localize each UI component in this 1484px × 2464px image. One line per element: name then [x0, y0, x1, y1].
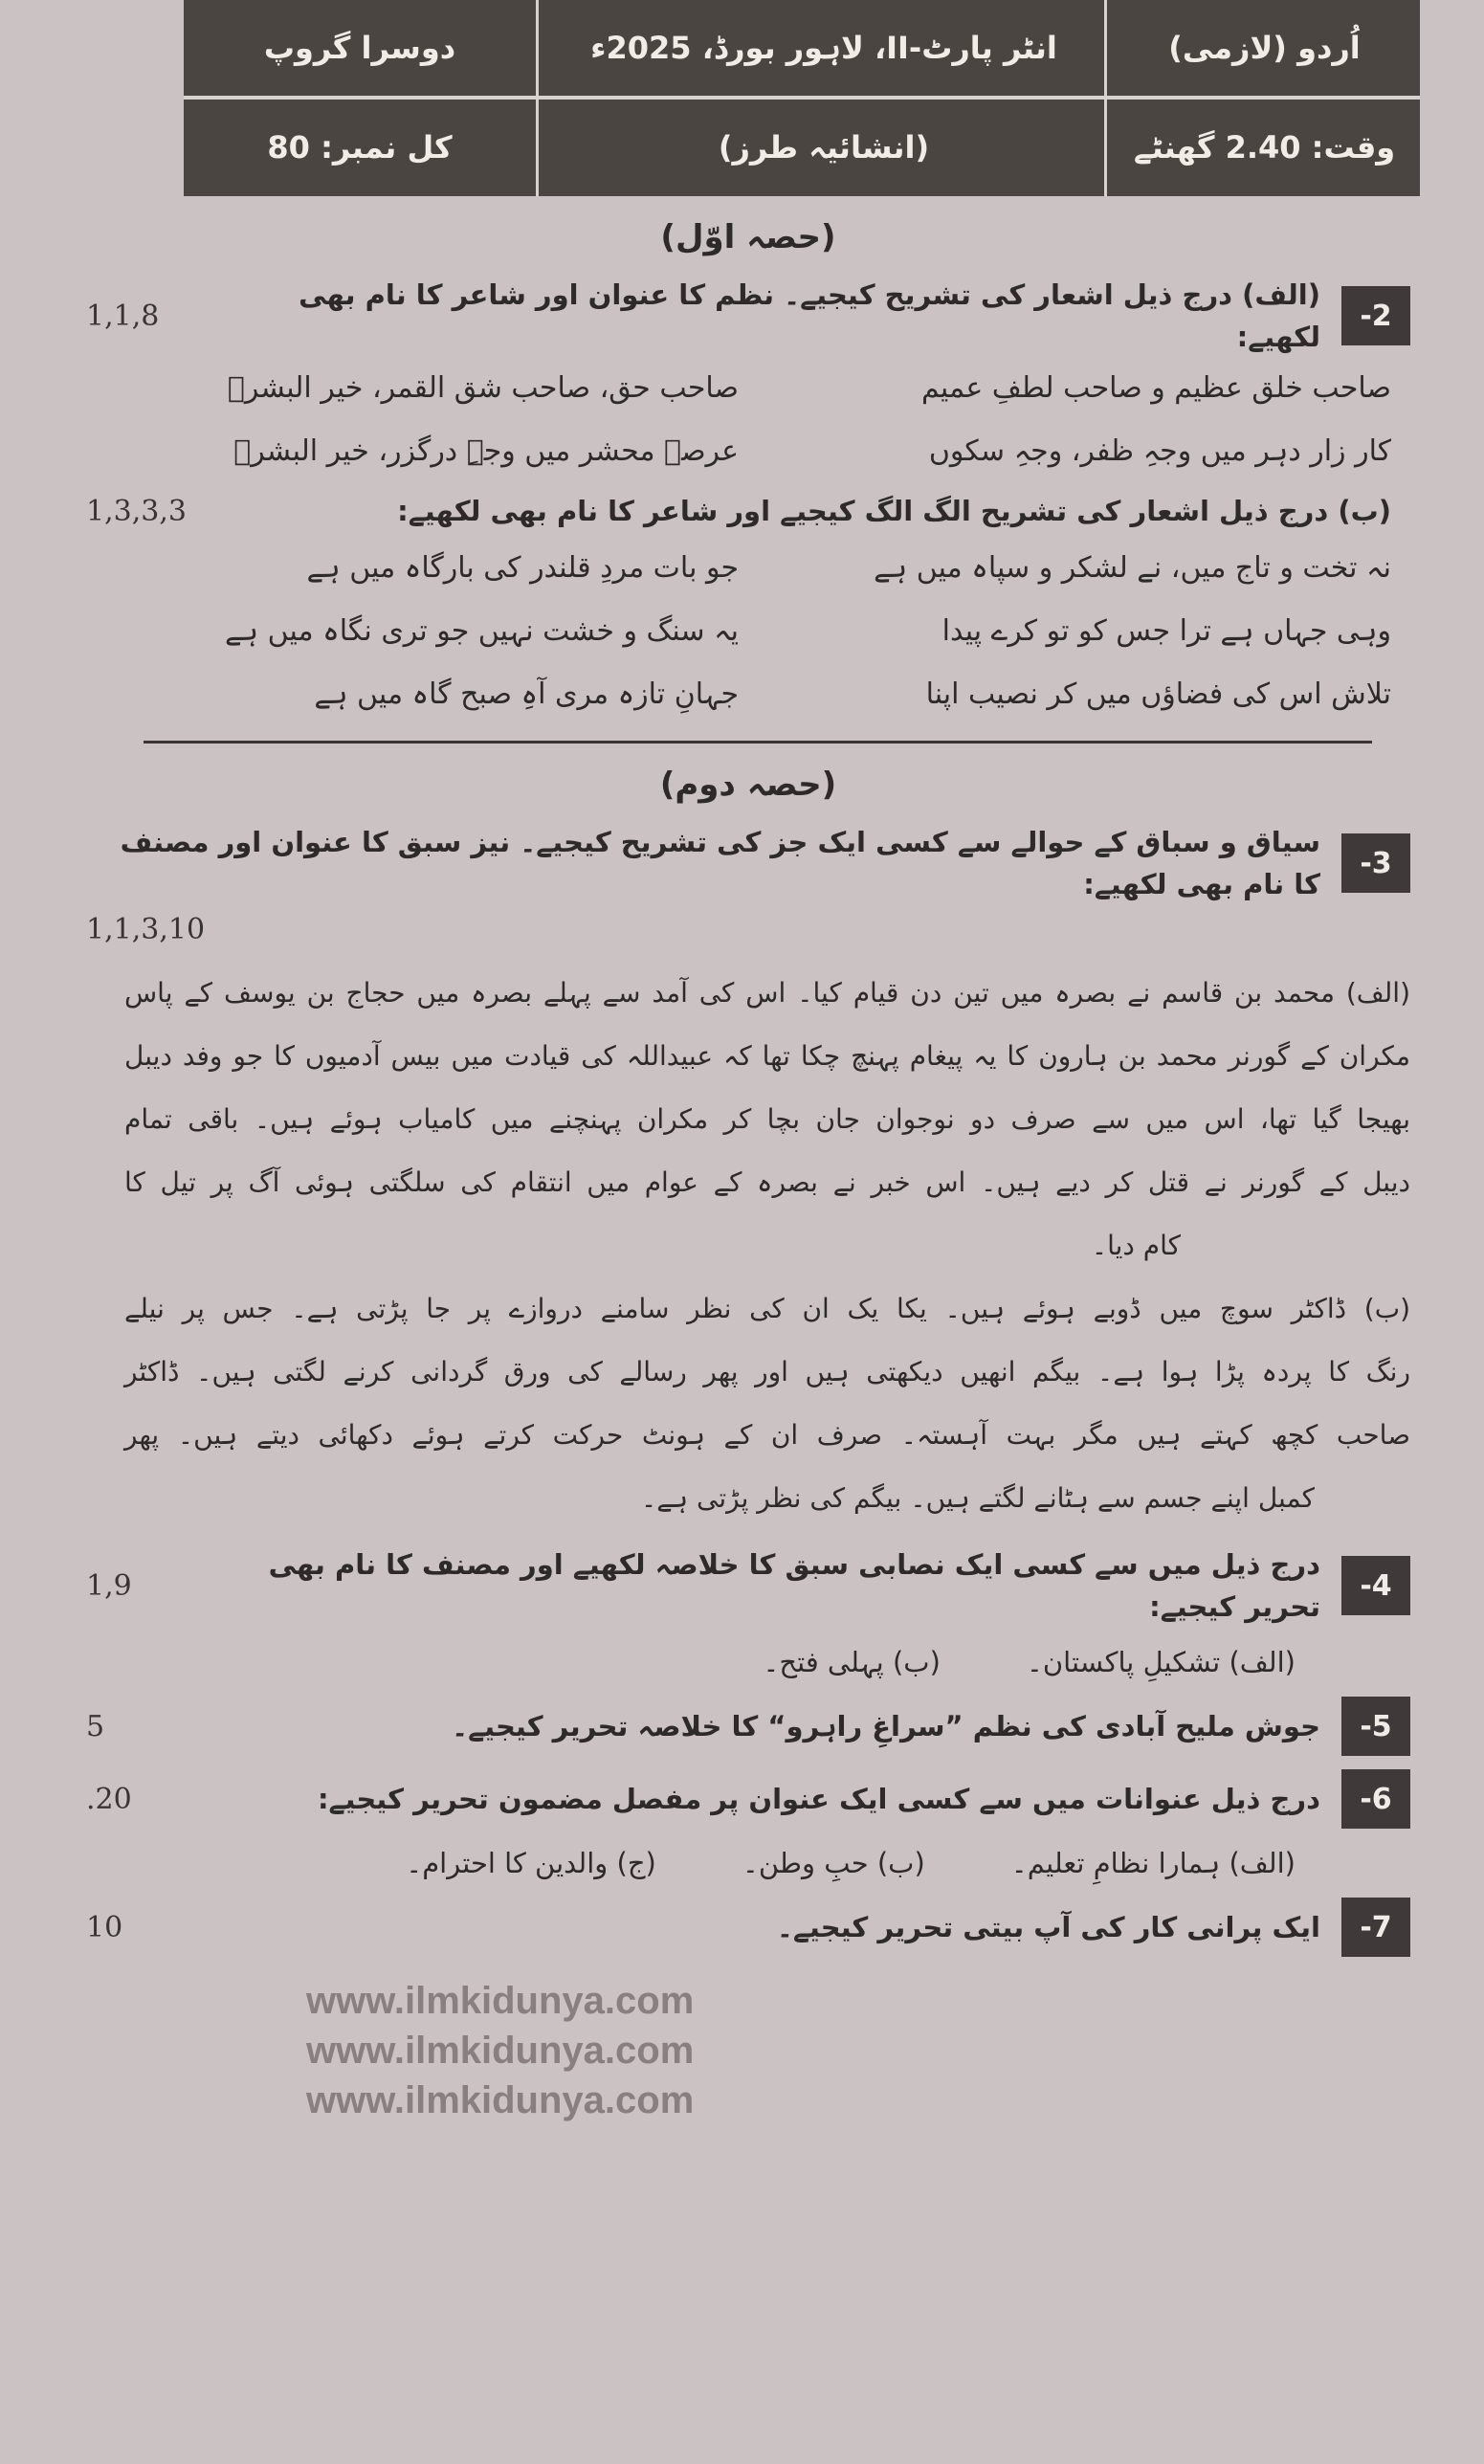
question-7: [86, 1898, 1410, 1957]
q2a-instruction: (الف) درج ذیل اشعار کی تشریح کیجیے۔ نظم کا عنوان اور شاعر کا نام بھی لکھیے:: [299, 278, 1320, 353]
question-2-number: -2: [1341, 286, 1410, 345]
q3a-paragraph-line: مکران کے گورنر محمد بن ہارون کا یہ پیغام پہنچ چکا تھا کہ عبیداللہ کی قیادت میں بیس آدمیوں کا جو وفد دیبل: [124, 1040, 1410, 1072]
watermarks: [86, 1976, 1410, 2125]
question-6: [86, 1769, 1410, 1829]
q3b-paragraph: [86, 1277, 1410, 1530]
verse-line: جو بات مردِ قلندر کی بارگاہ میں ہے: [306, 551, 739, 585]
verse-line: صاحب خلق عظیم و صاحب لطفِ عمیم: [920, 371, 1391, 405]
question-3-number: -3: [1341, 833, 1410, 893]
exam-header-table: [184, 0, 1420, 196]
q7-marks: 10: [86, 1910, 123, 1944]
question-3: [86, 821, 1410, 905]
q6-marks: .20: [86, 1782, 132, 1816]
exam-title: انٹر پارٹ-II، لاہور بورڈ، 2025ء: [590, 30, 1057, 66]
verse-line: کار زار دہر میں وجہِ ظفر، وجہِ سکوں: [928, 434, 1391, 468]
subject-label: اُردو (لازمی): [1168, 30, 1361, 66]
total-marks-label: کل نمبر: 80: [267, 129, 453, 166]
q7-instruction: ایک پرانی کار کی آپ بیتی تحریر کیجیے۔: [776, 1911, 1320, 1943]
q3a-paragraph-line: بھیجا گیا تھا، اس میں سے صرف دو نوجوان جان بچا کر مکران پہنچنے میں کامیاب ہوئے ہیں۔ باقی تمام: [124, 1103, 1410, 1135]
verse-line: تلاش اس کی فضاؤں میں کر نصیب اپنا: [925, 677, 1391, 711]
group-label: دوسرا گروپ: [263, 30, 456, 66]
q3a-paragraph: [86, 946, 1410, 1277]
q2a-verses: [86, 358, 1410, 473]
watermark: www.ilmkidunya.com: [306, 1980, 695, 2022]
q3b-paragraph-line: رنگ کا پردہ پڑا ہوا ہے۔ بیگم انھیں دیکھتی ہیں اور پھر رسالے کی ورق گردانی کرنے لگتی ہیں۔ ڈاکٹر: [124, 1356, 1410, 1387]
part1-title: (حصہ اوّل): [660, 218, 836, 256]
q2a-marks: 1,1,8: [86, 299, 160, 333]
verse-line: نہ تخت و تاج میں، نے لشکر و سپاہ میں ہے: [874, 551, 1391, 585]
part2-title: (حصہ دوم): [659, 766, 837, 804]
question-5-number: -5: [1341, 1697, 1410, 1756]
verse-line: یہ سنگ و خشت نہیں جو تری نگاہ میں ہے: [224, 614, 739, 648]
verse-line: جہانِ تازہ مری آہِ صبح گاہ میں ہے: [314, 677, 739, 711]
question-4: [86, 1543, 1410, 1628]
watermark: www.ilmkidunya.com: [306, 2030, 695, 2072]
q5-instruction: جوش ملیح آبادی کی نظم ”سراغِ راہرو“ کا خلاصہ تحریر کیجیے۔: [452, 1710, 1320, 1743]
exam-body: [0, 217, 1484, 2125]
question-4-number: -4: [1341, 1556, 1410, 1615]
q3b-paragraph-line: (ب) ڈاکٹر سوچ میں ڈوبے ہوئے ہیں۔ یکا یک ان کی نظر سامنے دروازے پر جا پڑتی ہے۔ جس پر نیلے: [124, 1293, 1410, 1324]
q4-option: (ب) پہلی فتح۔: [763, 1646, 941, 1678]
q3-instruction: سیاق و سباق کے حوالے سے کسی ایک جز کی تشریح کیجیے۔ نیز سبق کا عنوان اور مصنف کا نام بھی لکھیے:: [120, 826, 1320, 900]
verse-line: وہی جہاں ہے ترا جس کو تو کرے پیدا: [941, 614, 1391, 648]
verse-line: عرصہ محشر میں وجہِ درگزر، خیر البشرؐ: [233, 434, 739, 468]
paper-style-label: (انشائیہ طرز): [718, 129, 930, 166]
q6-option: (ج) والدین کا احترام۔: [406, 1847, 656, 1879]
question-6-number: -6: [1341, 1769, 1410, 1829]
verse-line: صاحب حق، صاحب شق القمر، خیر البشرؐ: [227, 371, 739, 405]
q4-options: [86, 1628, 1410, 1683]
q2b-header: [86, 490, 1410, 532]
q4-instruction: درج ذیل میں سے کسی ایک نصابی سبق کا خلاصہ لکھیے اور مصنف کا نام بھی تحریر کیجیے:: [268, 1548, 1320, 1623]
time-label: وقت: 2.40 گھنٹے: [1133, 129, 1396, 166]
divider: [184, 96, 1420, 100]
section-divider: [144, 741, 1372, 744]
q5-marks: 5: [86, 1709, 105, 1743]
q2b-verses: [86, 538, 1410, 716]
q2b-marks: 1,3,3,3: [86, 494, 187, 528]
q6-option: (ب) حبِ وطن۔: [742, 1847, 925, 1879]
watermark: www.ilmkidunya.com: [306, 2079, 695, 2121]
q6-instruction: درج ذیل عنوانات میں سے کسی ایک عنوان پر مفصل مضمون تحریر کیجیے:: [317, 1783, 1320, 1815]
q4-option: (الف) تشکیلِ پاکستان۔: [1026, 1646, 1296, 1678]
q3b-paragraph-line: صاحب کچھ کہتے ہیں مگر بہت آہستہ۔ صرف ان کے ہونٹ حرکت کرتے ہوئے دکھائی دیتے ہیں۔ پھر: [124, 1419, 1410, 1451]
question-7-number: -7: [1341, 1898, 1410, 1957]
q6-option: (الف) ہمارا نظامِ تعلیم۔: [1010, 1847, 1296, 1879]
q6-options: [86, 1829, 1410, 1884]
q3a-paragraph-line: دیبل کے گورنر نے قتل کر دیے ہیں۔ اس خبر نے بصرہ کے عوام میں انتقام کی سلگتی ہوئی آگ پر تیل کا: [124, 1166, 1410, 1198]
question-5: [86, 1697, 1410, 1756]
q4-marks: 1,9: [86, 1568, 132, 1603]
q3-marks: 1,1,3,10: [86, 913, 206, 946]
q3b-paragraph-line: کمبل اپنے جسم سے ہٹانے لگتے ہیں۔ بیگم کی نظر پڑتی ہے۔: [640, 1482, 1315, 1514]
q3a-paragraph-line: کام دیا۔: [1091, 1230, 1181, 1261]
q3a-paragraph-line: (الف) محمد بن قاسم نے بصرہ میں تین دن قیام کیا۔ اس کی آمد سے پہلے بصرہ میں حجاج بن یوسف کے پاس: [124, 977, 1410, 1009]
question-2: [86, 274, 1410, 358]
q2b-instruction: (ب) درج ذیل اشعار کی تشریح الگ الگ کیجیے اور شاعر کا نام بھی لکھیے:: [397, 495, 1391, 527]
